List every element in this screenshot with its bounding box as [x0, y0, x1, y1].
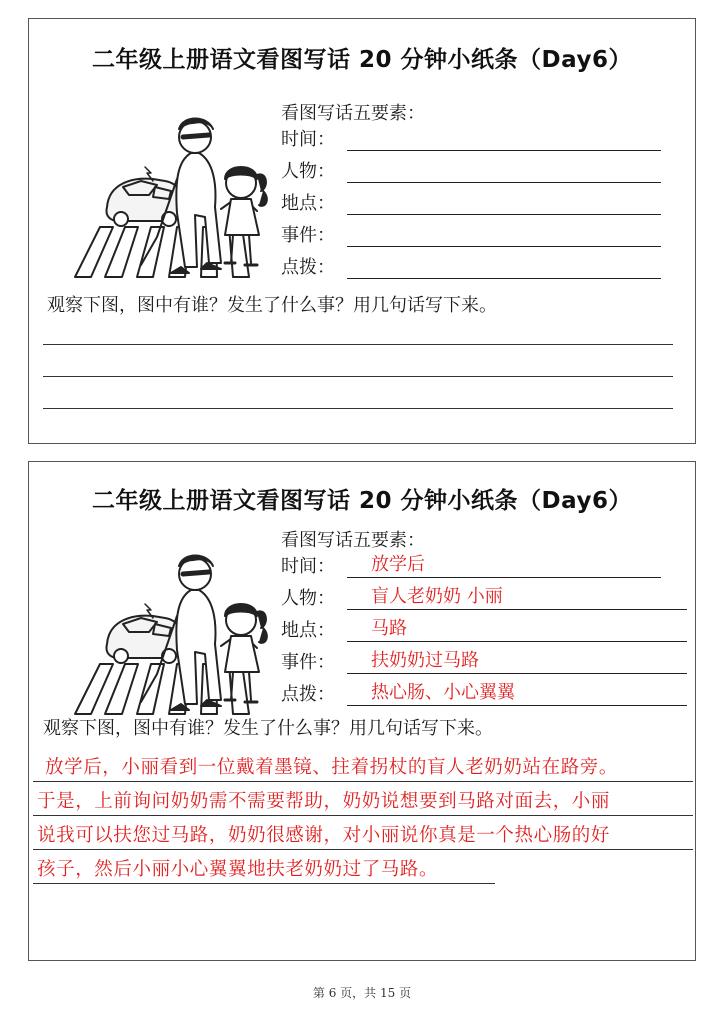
elements-heading: 看图写话五要素： — [281, 103, 425, 124]
answer-place: 马路 — [371, 618, 407, 639]
field-people — [281, 584, 691, 614]
answer-tip: 热心肠、小心翼翼 — [371, 682, 515, 703]
field-label: 地点： — [281, 620, 335, 641]
answer-line[interactable] — [347, 705, 687, 706]
blank-line[interactable] — [347, 214, 661, 215]
essay-underline — [33, 849, 693, 850]
field-label: 事件： — [281, 652, 335, 673]
worksheet-answer — [28, 461, 696, 961]
field-label: 点拨： — [281, 257, 335, 278]
essay-text: 孩子，然后小丽小心翼翼地扶老奶奶过了马路。 — [37, 859, 439, 880]
field-label: 地点： — [281, 193, 335, 214]
blank-line[interactable] — [347, 246, 661, 247]
essay-text: 放学后，小丽看到一位戴着墨镜、拄着拐杖的盲人老奶奶站在路旁。 — [45, 757, 619, 778]
field-event — [281, 648, 691, 678]
blank-line[interactable] — [347, 182, 661, 183]
field-tip — [281, 680, 691, 710]
field-time — [281, 552, 691, 582]
essay-underline — [33, 781, 693, 782]
field-people — [281, 157, 691, 187]
field-label: 点拨： — [281, 684, 335, 705]
field-place — [281, 616, 691, 646]
crossing-illustration — [45, 524, 285, 724]
blank-line[interactable] — [347, 278, 661, 279]
field-label: 事件： — [281, 225, 335, 246]
writing-line[interactable] — [43, 344, 673, 345]
field-tip — [281, 253, 691, 283]
answer-time: 放学后 — [371, 554, 425, 575]
field-label: 人物： — [281, 588, 335, 609]
essay-underline — [33, 815, 693, 816]
field-label: 时间： — [281, 129, 335, 150]
essay-text: 于是，上前询问奶奶需不需要帮助，奶奶说想要到马路对面去，小丽 — [37, 791, 611, 812]
field-label: 时间： — [281, 556, 335, 577]
answer-people: 盲人老奶奶 小丽 — [371, 586, 503, 607]
essay-line — [33, 750, 693, 784]
instruction: 观察下图，图中有谁？发生了什么事？用几句话写下来。 — [43, 718, 493, 739]
essay-text: 说我可以扶您过马路，奶奶很感谢，对小丽说你真是一个热心肠的好 — [37, 825, 611, 846]
crossing-illustration — [45, 87, 285, 287]
writing-line[interactable] — [43, 376, 673, 377]
page-footer: 第 6 页，共 15 页 — [312, 986, 412, 1000]
essay-line — [33, 784, 693, 818]
writing-line[interactable] — [43, 408, 673, 409]
blank-line[interactable] — [347, 150, 661, 151]
field-time — [281, 125, 691, 155]
essay-line — [33, 852, 495, 886]
essay-line — [33, 818, 693, 852]
answer-line[interactable] — [347, 609, 687, 610]
elements-heading: 看图写话五要素： — [281, 530, 425, 551]
answer-line[interactable] — [347, 673, 687, 674]
field-event — [281, 221, 691, 251]
page-title: 二年级上册语文看图写话 20 分钟小纸条（Day6） — [92, 488, 632, 514]
instruction: 观察下图，图中有谁？发生了什么事？用几句话写下来。 — [47, 295, 497, 316]
field-label: 人物： — [281, 161, 335, 182]
answer-line[interactable] — [347, 641, 687, 642]
answer-event: 扶奶奶过马路 — [371, 650, 479, 671]
answer-line[interactable] — [347, 577, 661, 578]
page-title: 二年级上册语文看图写话 20 分钟小纸条（Day6） — [92, 47, 632, 73]
worksheet-blank — [28, 18, 696, 444]
essay-underline — [33, 883, 495, 884]
field-place — [281, 189, 691, 219]
